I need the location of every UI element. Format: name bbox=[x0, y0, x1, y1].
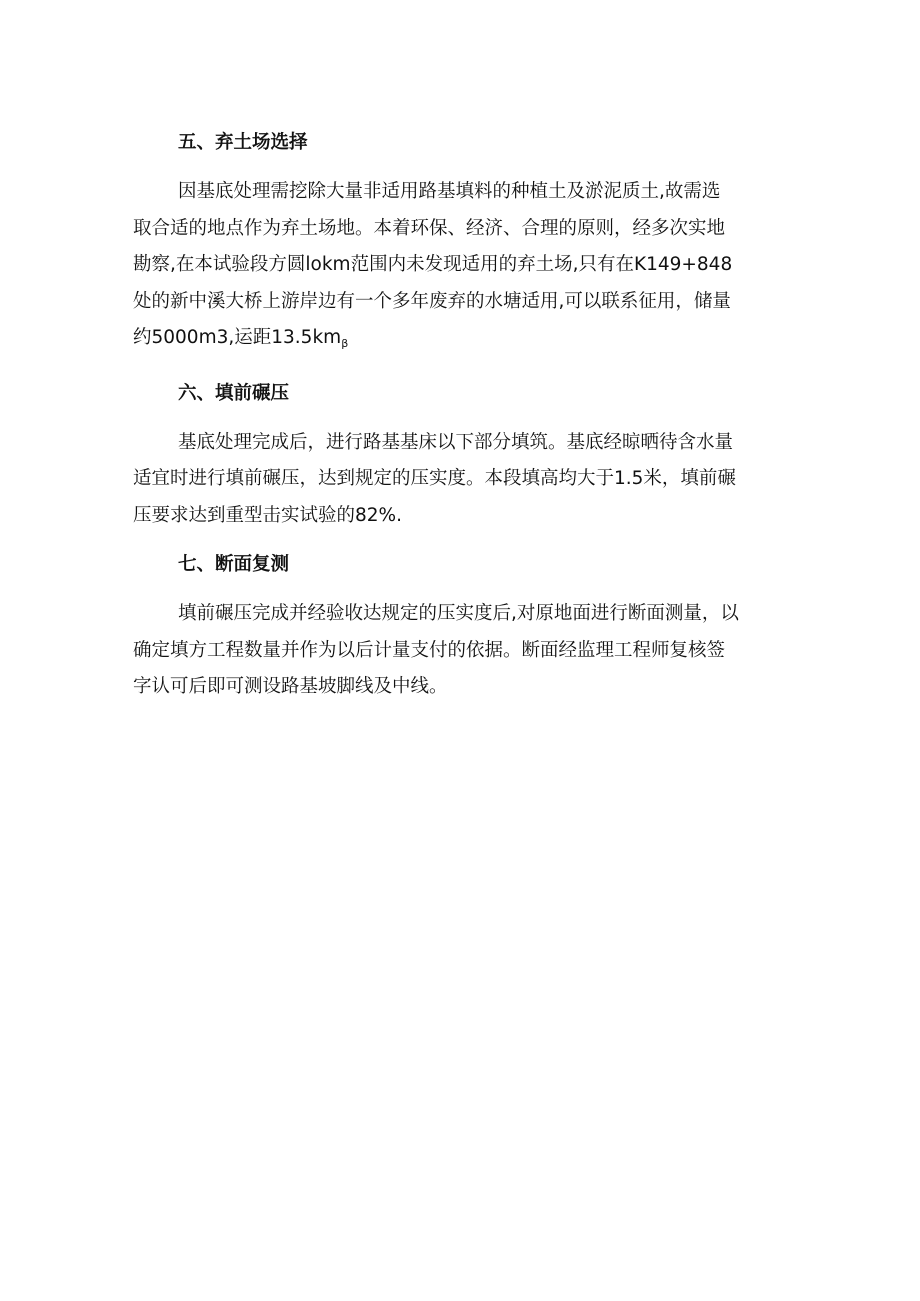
paragraph-line: 填前碾压完成并经验收达规定的压实度后,对原地面进行断面测量，以 bbox=[178, 603, 739, 624]
document-body bbox=[133, 124, 793, 718]
section-heading-pre-fill-compaction: 六、填前碾压 bbox=[178, 382, 290, 404]
paragraph-line: 取合适的地点作为弃土场地。本着环保、经济、合理的原则，经多次实地 bbox=[133, 217, 726, 239]
paragraph-line-text: 约5000m3,运距13.5km bbox=[133, 327, 342, 348]
section-heading-spoil-site: 五、弃土场选择 bbox=[178, 132, 308, 153]
section-heading-cross-section-survey: 七、断面复测 bbox=[178, 554, 290, 575]
paragraph-pre-fill-compaction bbox=[133, 425, 793, 535]
paragraph-cross-section-survey bbox=[133, 596, 793, 706]
paragraph-line: 勘察,在本试验段方圆lokm范围内未发现适用的弃土场,只有在K149+848 bbox=[133, 254, 733, 275]
paragraph-line: 适宜时进行填前碾压，达到规定的压实度。本段填高均大于1.5米，填前碾 bbox=[133, 468, 736, 489]
paragraph-line-last bbox=[133, 320, 793, 363]
paragraph-line: 因基底处理需挖除大量非适用路基填料的种植土及淤泥质土,故需选 bbox=[178, 181, 721, 202]
paragraph-line: 字认可后即可测设路基坡脚线及中线。 bbox=[133, 676, 448, 697]
paragraph-line: 压要求达到重型击实试验的82%. bbox=[133, 504, 403, 526]
paragraph-line: 基底处理完成后，进行路基基床以下部分填筑。基底经晾晒待含水量 bbox=[178, 431, 734, 453]
paragraph-line: 确定填方工程数量并作为以后计量支付的依据。断面经监理工程师复核签 bbox=[133, 639, 726, 661]
paragraph-spoil-site bbox=[133, 174, 793, 363]
paragraph-line: 处的新中溪大桥上游岸边有一个多年废弃的水塘适用,可以联系征用，储量 bbox=[133, 290, 731, 312]
subscript-mark: β bbox=[341, 337, 349, 350]
